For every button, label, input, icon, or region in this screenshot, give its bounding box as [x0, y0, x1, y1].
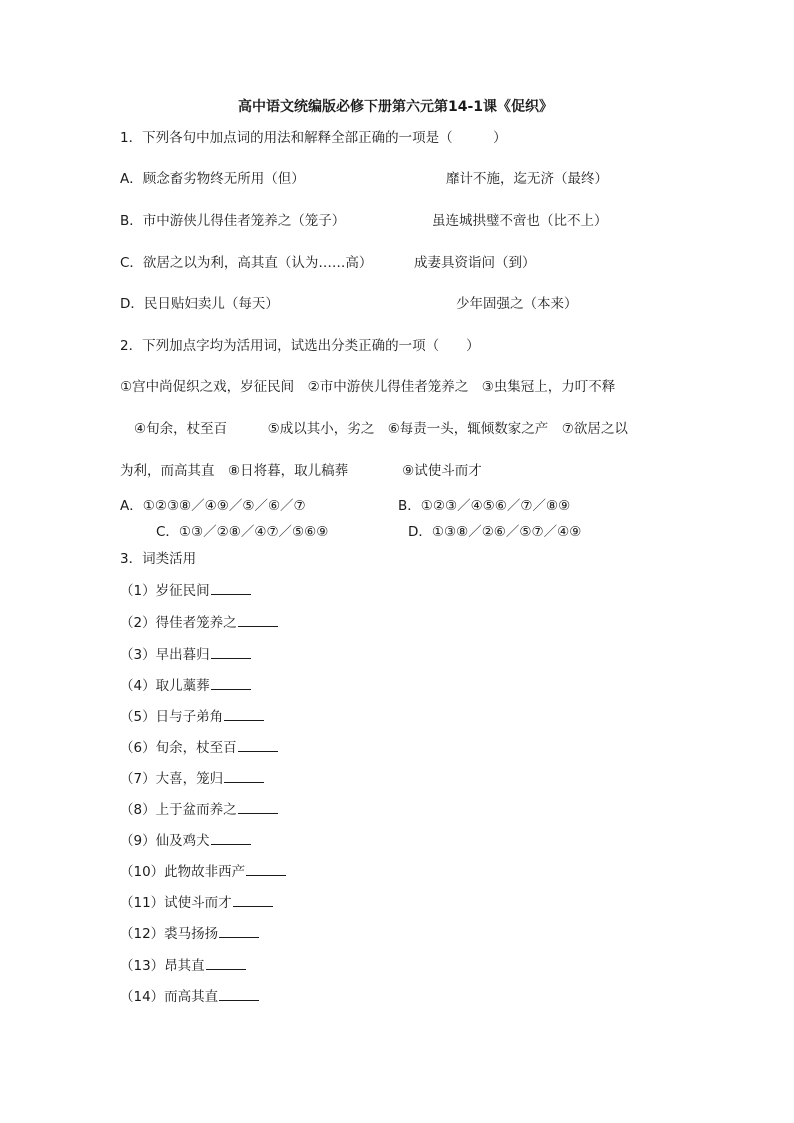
- answer-blank[interactable]: [233, 893, 273, 907]
- question-2-option-c: C．①③／②⑧／④⑦／⑤⑥⑨: [156, 524, 329, 540]
- question-2-option-b: B．①②③／④⑤⑥／⑦／⑧⑨: [398, 498, 571, 514]
- answer-blank[interactable]: [211, 581, 251, 595]
- document-title: 高中语文统编版必修下册第六元第14-1课《促织》: [238, 99, 554, 115]
- question-1-stem: 1．下列各句中加点词的用法和解释全部正确的一项是（ ）: [120, 130, 507, 146]
- list-item: （3）早出暮归: [120, 645, 251, 664]
- list-item: （1）岁征民间: [120, 581, 251, 600]
- question-1-option-d-left: D．民日贴妇卖儿（每天）: [120, 296, 279, 312]
- question-2-option-d: D．①③⑧／②⑥／⑤⑦／④⑨: [408, 524, 582, 540]
- answer-blank[interactable]: [246, 862, 286, 876]
- list-item: （2）得佳者笼养之: [120, 613, 278, 632]
- question-1-option-a-right: 靡计不施，迄无济（最终）: [446, 171, 608, 187]
- question-1-option-c-left: C．欲居之以为利，高其直（认为……高）: [120, 255, 373, 271]
- list-item: （14）而高其直: [120, 987, 259, 1006]
- question-1-option-c-right: 成妻具资诣问（到）: [414, 255, 536, 271]
- question-1-option-d-right: 少年固强之（本来）: [456, 296, 578, 312]
- question-2-option-a: A．①②③⑧／④⑨／⑤／⑥／⑦: [120, 498, 306, 514]
- answer-blank[interactable]: [211, 676, 251, 690]
- answer-blank[interactable]: [219, 987, 259, 1001]
- question-2-line-2: ④旬余，杖至百 ⑤成以其小，劣之 ⑥每责一头，辄倾数家之产 ⑦欲居之以: [134, 421, 628, 437]
- list-item: （4）取儿藁葬: [120, 676, 251, 695]
- answer-blank[interactable]: [238, 800, 278, 814]
- answer-blank[interactable]: [219, 924, 259, 938]
- list-item: （11）试使斗而才: [120, 893, 273, 912]
- list-item: （7）大喜，笼归: [120, 769, 264, 788]
- answer-blank[interactable]: [238, 613, 278, 627]
- question-2-line-3: 为利，而高其直 ⑧日将暮，取儿稿葬 ⑨试使斗而才: [120, 463, 482, 479]
- list-item: （5）日与子弟角: [120, 707, 264, 726]
- answer-blank[interactable]: [211, 831, 251, 845]
- question-2-stem: 2．下列加点字均为活用词，试选出分类正确的一项（ ）: [120, 338, 480, 354]
- question-1-option-a-left: A．顾念畜劣物终无所用（但）: [120, 171, 305, 187]
- answer-blank[interactable]: [211, 645, 251, 659]
- question-3-stem: 3．词类活用: [120, 551, 197, 567]
- answer-blank[interactable]: [224, 769, 264, 783]
- answer-blank[interactable]: [224, 707, 264, 721]
- list-item: （9）仙及鸡犬: [120, 831, 251, 850]
- list-item: （10）此物故非西产: [120, 862, 286, 881]
- answer-blank[interactable]: [238, 738, 278, 752]
- answer-blank[interactable]: [206, 956, 246, 970]
- list-item: （12）裘马扬扬: [120, 924, 259, 943]
- question-2-line-1: ①宫中尚促织之戏，岁征民间 ②市中游侠儿得佳者笼养之 ③虫集冠上，力叮不释: [120, 379, 616, 395]
- question-1-option-b-left: B．市中游侠儿得佳者笼养之（笼子）: [120, 213, 346, 229]
- question-1-option-b-right: 虽连城拱璧不啻也（比不上）: [432, 213, 608, 229]
- list-item: （13）昂其直: [120, 956, 246, 975]
- list-item: （8）上于盆而养之: [120, 800, 278, 819]
- list-item: （6）旬余，杖至百: [120, 738, 278, 757]
